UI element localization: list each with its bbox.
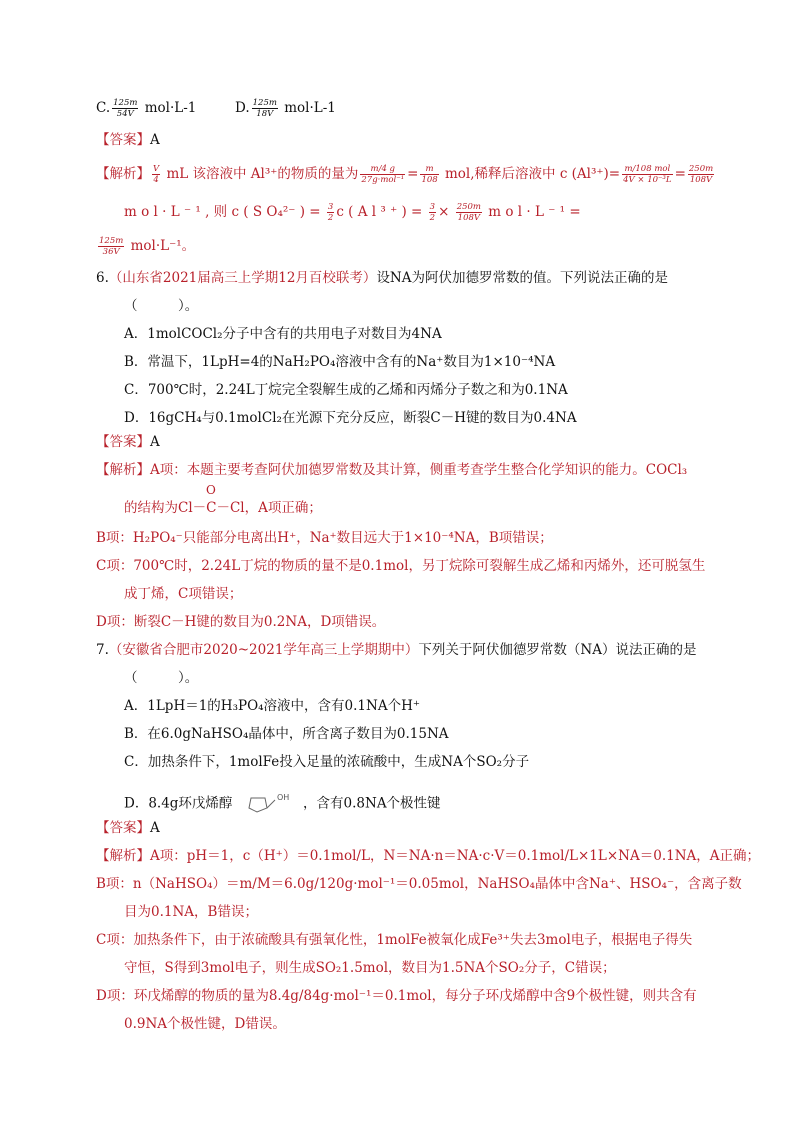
q7-option-b: B．在6.0gNaHSO₄晶体中，所含离子数目为0.15NA [124,726,449,742]
q7-option-c: C．加热条件下，1molFe投入足量的浓硫酸中，生成NA个SO₂分子 [124,754,530,770]
q7-blank: （ ）。 [124,670,199,686]
q6-stem: 6.（山东省2021届高三上学期12月百校联考）设NA为阿伏加德罗常数的值。下列说法正确的是 [96,270,668,286]
q6-analysis-c1: C项：700℃时，2.24L丁烷的物质的量不是0.1mol，另丁烷除可裂解生成乙烯和丙烯外，还可脱氢生 [96,558,706,574]
q7-answer: 【答案】A [96,820,160,836]
q6-option-d: D．16gCH₄与0.1molCl₂在光源下充分反应，断裂C－H键的数目为0.4NA [124,410,577,426]
q6-analysis-c2: 成丁烯，C项错误； [124,586,243,602]
q5-answer: 【答案】A [96,132,160,148]
coccl2-structure: Cl－C－Cl [178,500,245,516]
option-d-label: D. [234,100,250,116]
q7-analysis-b1: B项：n（NaHSO₄）＝m/M＝6.0g/120g·mol⁻¹＝0.05mol，NaHSO₄晶体中含Na⁺、HSO₄⁻，含离子数 [96,876,742,892]
q7-analysis-d1: D项：环戊烯醇的物质的量为8.4g/84g·mol⁻¹＝0.1mol，每分子环戊烯醇中含9个极性键，则共含有 [96,988,697,1004]
cyclopentenol-structure-icon [237,788,299,820]
svg-text:OH: OH [276,793,290,802]
coccl2-structure-o: O [206,483,216,497]
q7-option-d: D．8.4g环戊烯醇 OH ，含有0.8NA个极性键 [124,788,441,820]
option-c-unit: mol·L-1 [144,100,197,116]
q6-option-a: A．1molCOCl₂分子中含有的共用电子对数目为4NA [124,326,442,342]
q6-analysis-a2: 的结构为Cl－C－Cl，A项正确； [124,500,322,516]
q7-analysis-d2: 0.9NA个极性键，D错误。 [124,1016,286,1032]
q7-stem: 7.（安徽省合肥市2020~2021学年高三上学期期中）下列关于阿伏伽德罗常数（NA）说法正确的是 [96,642,697,658]
q6-option-b: B．常温下，1LpH=4的NaH₂PO₄溶液中含有的Na⁺数目为1×10⁻⁴NA [124,354,556,370]
option-c-label: C. [96,100,111,116]
q7-analysis-a: 【解析】A项：pH＝1，c（H⁺）＝0.1mol/L，N＝NA·n＝NA·c·V＝0.1mol/L×1L×NA＝0.1NA，A正确； [96,848,761,864]
q6-analysis-b: B项：H₂PO₄⁻只能部分电离出H⁺，Na⁺数目远大于1×10⁻⁴NA，B项错误； [96,530,553,546]
q5-analysis-line3: $\frac{125m}{36V}$ mol·L⁻¹。 [99,236,196,257]
q7-analysis-c1: C项：加热条件下，由于浓硫酸具有强氧化性，1molFe被氧化成Fe³⁺失去3mol电子，根据电子得失 [96,932,693,948]
q5-analysis-line2: m o l · L ⁻ ¹ , 则 c ( S O₄²⁻ ) = $\frac{3}{2}$ c ( A l ³ ⁺ ) = $\frac{3}{2}$ × $\frac{250m}{108V}$ m o l · L ⁻ ¹ = [124,202,581,223]
q5-options-cd [96,98,336,119]
option-d-fraction: $\frac{125m}{18V}$ [252,98,277,119]
q7-analysis-c2: 守恒，S得到3mol电子，则生成SO₂1.5mol，数目为1.5NA个SO₂分子，C错误； [124,960,616,976]
q5-analysis-line1: 【解析】 $\frac{V}{4}$ mL 该溶液中 Al³⁺的物质的量为 $\frac{m/4 g}{\text{27g·mol⁻¹}}$ = $\frac{m}{108}$ mol,稀释后溶液中 c (Al³⁺)= $\frac{\text{m/108 mol}}{\text{4V × 10⁻³L}}$ = $\frac{250m}{108V}$ [96,164,714,185]
q6-option-c: C．700℃时，2.24L丁烷完全裂解生成的乙烯和丙烯分子数之和为0.1NA [124,382,568,398]
q6-blank: （ ）。 [124,298,199,314]
option-d-unit: mol·L-1 [284,100,336,116]
q6-analysis-a1: 【解析】A项：本题主要考查阿伏加德罗常数及其计算，侧重考查学生整合化学知识的能力。COCl₃ [96,462,688,478]
q6-answer: 【答案】A [96,434,160,450]
option-c-fraction: $\frac{125m}{54V}$ [113,98,138,119]
q7-analysis-b2: 目为0.1NA，B错误； [124,904,258,920]
q7-option-a: A．1LpH＝1的H₃PO₄溶液中，含有0.1NA个H⁺ [124,698,420,714]
q6-analysis-d: D项：断裂C－H键的数目为0.2NA，D项错误。 [96,614,386,630]
